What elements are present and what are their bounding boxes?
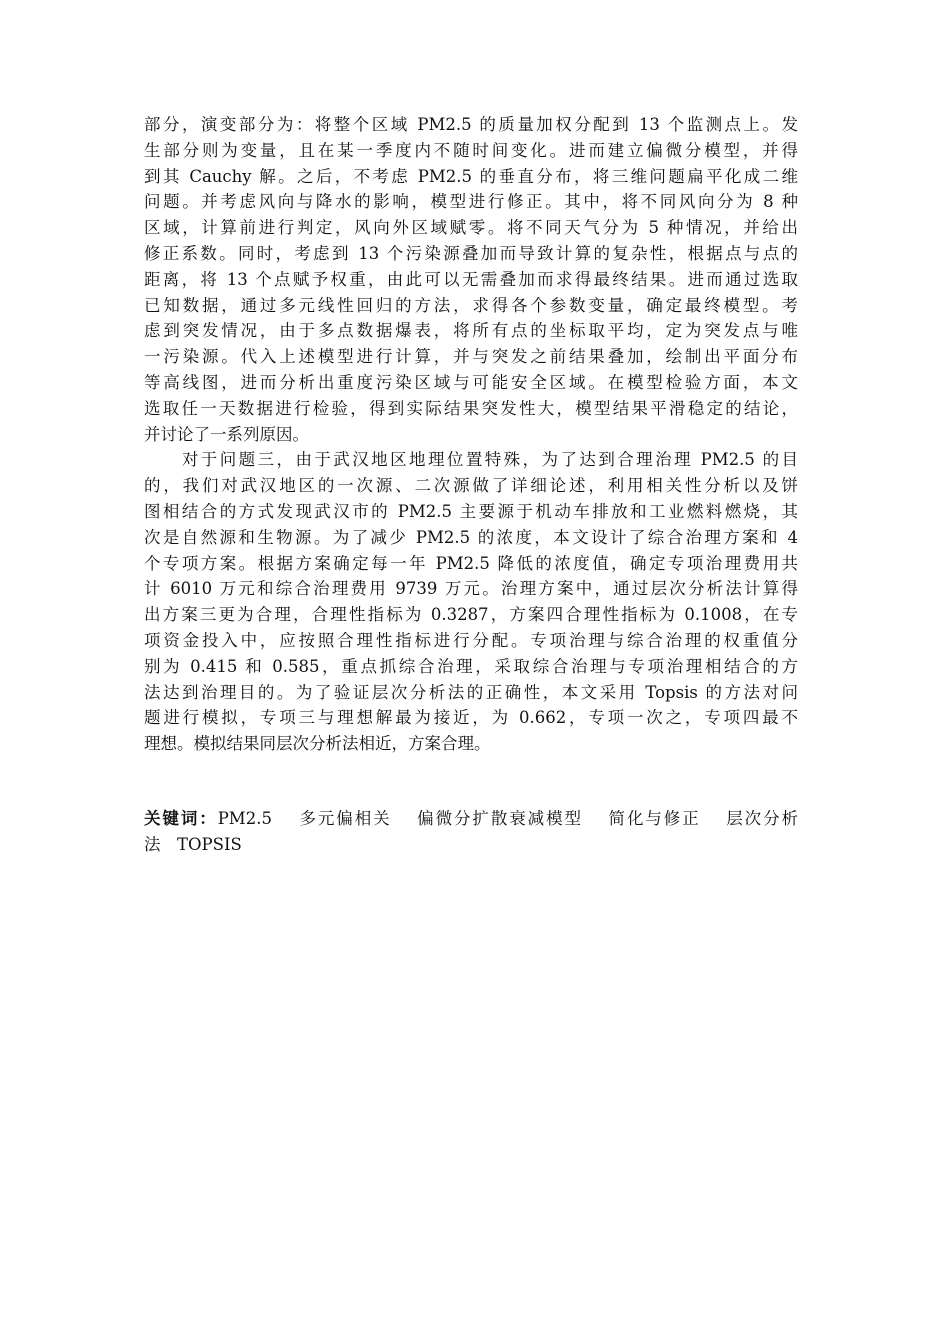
text-line: 并讨论了一系列原因。: [144, 424, 309, 444]
keywords-section: [144, 806, 798, 858]
text-line: 虑到突发情况，由于多点数据爆表，将所有点的坐标取平均，定为突发点与唯: [144, 321, 798, 341]
text-line: 已知数据，通过多元线性回归的方法，求得各个参数变量，确定最终模型。考: [144, 295, 798, 315]
abstract-paragraph-1: [144, 112, 798, 447]
abstract-page: [144, 112, 798, 858]
text-line: 生部分则为变量，且在某一季度内不随时间变化。进而建立偏微分模型，并得: [144, 140, 798, 160]
text-line: 到其 Cauchy 解。之后，不考虑 PM2.5 的垂直分布，将三维问题扁平化成二维: [144, 166, 798, 186]
text-line: 项资金投入中，应按照合理性指标进行分配。专项治理与综合治理的权重值分: [144, 630, 798, 650]
text-line: 个专项方案。根据方案确定每一年 PM2.5 降低的浓度值，确定专项治理费用共: [144, 553, 798, 573]
text-line: 计 6010 万元和综合治理费用 9739 万元。治理方案中，通过层次分析法计算得: [144, 579, 798, 599]
text-line: 次是自然源和生物源。为了减少 PM2.5 的浓度，本文设计了综合治理方案和 4: [144, 527, 798, 547]
text-line: 等高线图，进而分析出重度污染区域与可能安全区域。在模型检验方面，本文: [144, 372, 798, 392]
keywords-line-continued: 法 TOPSIS: [144, 834, 242, 854]
keywords-list: PM2.5 多元偏相关 偏微分扩散衰减模型 简化与修正 层次分析: [217, 808, 798, 828]
text-line: 的，我们对武汉地区的一次源、二次源做了详细论述，利用相关性分析以及饼: [144, 476, 798, 496]
text-line: 一污染源。代入上述模型进行计算，并与突发之前结果叠加，绘制出平面分布: [144, 347, 798, 367]
text-line: 图相结合的方式发现武汉市的 PM2.5 主要源于机动车排放和工业燃料燃烧，其: [144, 501, 798, 521]
text-line: 问题。并考虑风向与降水的影响，模型进行修正。其中，将不同风向分为 8 种: [144, 192, 798, 212]
text-line: 法达到治理目的。为了验证层次分析法的正确性，本文采用 Topsis 的方法对问: [144, 682, 798, 702]
text-line: 部分，演变部分为：将整个区域 PM2.5 的质量加权分配到 13 个监测点上。发: [144, 115, 798, 134]
abstract-paragraph-2: [144, 447, 798, 757]
keywords-label: 关键词：: [144, 808, 218, 828]
keywords-line: [144, 806, 798, 832]
text-line: 修正系数。同时，考虑到 13 个污染源叠加而导致计算的复杂性，根据点与点的: [144, 243, 798, 263]
text-line: 对于问题三，由于武汉地区地理位置特殊，为了达到合理治理 PM2.5 的目: [144, 450, 798, 470]
text-line: 选取任一天数据进行检验，得到实际结果突发性大，模型结果平滑稳定的结论，: [144, 398, 798, 418]
text-line: 理想。模拟结果同层次分析法相近，方案合理。: [144, 734, 491, 754]
text-line: 区域，计算前进行判定，风向外区域赋零。将不同天气分为 5 种情况，并给出: [144, 218, 798, 238]
text-line: 题进行模拟，专项三与理想解最为接近，为 0.662，专项一次之，专项四最不: [144, 708, 798, 728]
text-line: 别为 0.415 和 0.585，重点抓综合治理，采取综合治理与专项治理相结合的方: [144, 656, 798, 676]
text-line: 距离，将 13 个点赋予权重，由此可以无需叠加而求得最终结果。进而通过选取: [144, 269, 798, 289]
text-line: 出方案三更为合理，合理性指标为 0.3287，方案四合理性指标为 0.1008，在专: [144, 605, 798, 625]
